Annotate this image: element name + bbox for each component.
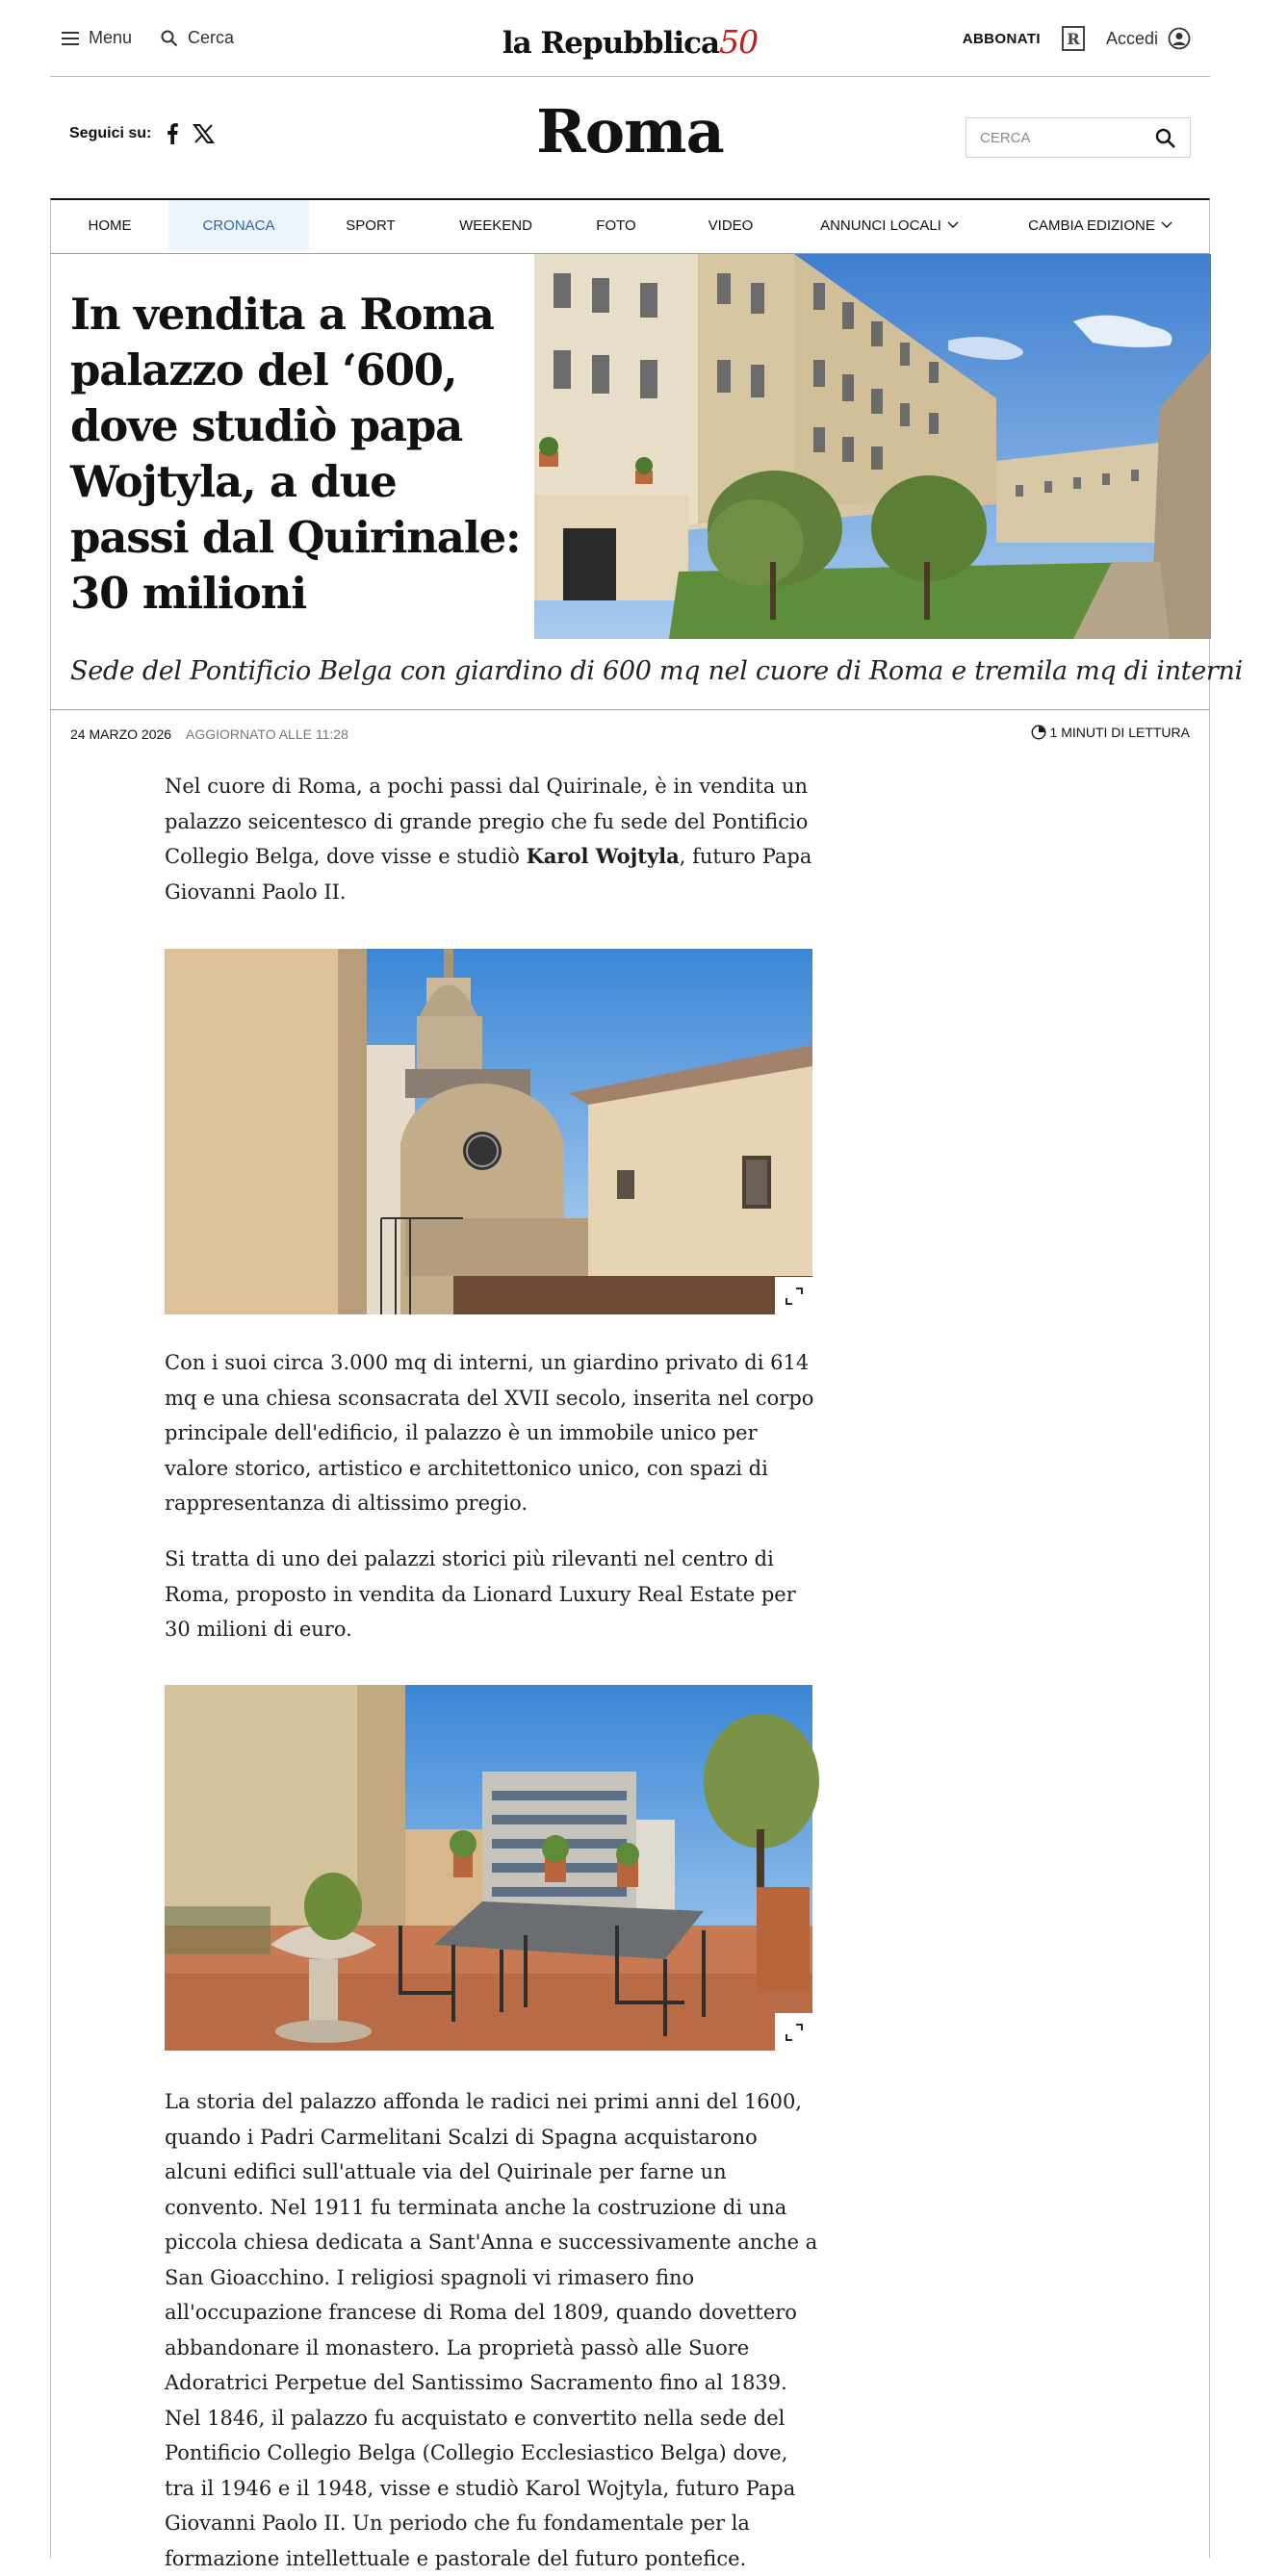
article-meta <box>50 710 1210 756</box>
article-subtitle: Sede del Pontificio Belga con giardino di 600 mq nel cuore di Roma e tremila mq di interni <box>70 656 1243 686</box>
user-circle-icon <box>1168 27 1191 50</box>
paragraph-text: , futuro Papa Giovanni Paolo II. <box>165 845 812 904</box>
nav-item-label: CAMBIA EDIZIONE <box>1028 217 1155 234</box>
article-body <box>50 756 1210 2570</box>
paragraph-text: Nel cuore di Roma, a pochi passi dal Quirinale, è in vendita un palazzo seicentesco di grande pregio che fu sede del Pontificio Collegio Belga, dove visse e studiò <box>165 775 809 868</box>
search-icon <box>161 30 178 47</box>
search-label: Cerca <box>188 28 235 47</box>
follow-label: Seguici su: <box>69 125 152 141</box>
nav-item-sport[interactable] <box>309 200 432 250</box>
hero-image-palazzo-courtyard[interactable] <box>534 254 1211 639</box>
nav-item-cronaca[interactable] <box>168 200 309 250</box>
nav-item-label: VIDEO <box>708 217 754 234</box>
nav-item-annunci-locali[interactable] <box>788 200 991 250</box>
search-button[interactable] <box>161 28 234 48</box>
nav-item-cambia-edizione[interactable] <box>1004 200 1197 250</box>
article-paragraph: La storia del palazzo affonda le radici nei primi anni del 1600, quando i Padri Carmelitani Scalzi di Spagna acquistarono alcuni edifici sull'attuale via del Quirinale per farne un convento. Nel 1911 fu terminata anche la costruzione di una piccola chiesa dedicata a Sant'Anna e successivamente anche a San Gioacchino. I religiosi spagnoli vi rimasero fino all'occupazione francese di Roma del 1809, quando dovettero abbandonare il monastero. La proprietà passò alle Suore Adoratrici Perpetue del Santissimo Sacramento fino al 1839. Nel 1846, il palazzo fu acquistato e convertito nella sede del Pontificio Collegio Belga (Collegio Ecclesiastico Belga) dove, tra il 1946 e il 1948, visse e studiò Karol Wojtyla, futuro Papa Giovanni Paolo II. Un periodo che fu fondamentale per la formazione intellettuale e pastorale del futuro pontefice. <box>165 2090 818 2570</box>
x-icon[interactable] <box>193 124 214 143</box>
section-search-placeholder: CERCA <box>980 129 1031 146</box>
reading-time-label: 1 MINUTI DI LETTURA <box>1049 725 1190 740</box>
section-header <box>50 77 1210 198</box>
updated-time: AGGIORNATO ALLE 11:28 <box>186 727 348 742</box>
article-hero <box>50 254 1210 639</box>
publish-date: 24 MARZO 2026 <box>70 727 172 742</box>
highlighted-name: Karol Wojtyla <box>526 844 680 868</box>
social-follow <box>69 123 214 144</box>
search-icon[interactable] <box>1155 128 1176 149</box>
expand-icon <box>785 1287 804 1306</box>
nav-item-home[interactable] <box>51 200 168 250</box>
chevron-down-icon <box>947 221 959 229</box>
article-paragraph: Con i suoi circa 3.000 mq di interni, un giardino privato di 614 mq e una chiesa sconsacrata del XVII secolo, inserita nel corpo principale dell'edificio, il palazzo è un immobile unico per valore storico, artistico e architettonico unico, con spazi di rappresentanza di altissimo pregio. <box>165 1351 814 1515</box>
nav-item-video[interactable] <box>673 200 788 250</box>
hamburger-icon <box>62 32 79 45</box>
article-paragraph <box>165 769 819 909</box>
login-label: Accedi <box>1105 28 1158 48</box>
article-photo-dome[interactable] <box>165 949 812 1314</box>
section-title[interactable]: Roma <box>536 96 724 166</box>
nav-item-foto[interactable] <box>559 200 673 250</box>
nav-item-label: SPORT <box>346 217 396 234</box>
expand-photo-button[interactable] <box>775 2013 812 2051</box>
clock-icon <box>1031 725 1046 740</box>
nav-item-label: ANNUNCI LOCALI <box>820 217 941 234</box>
expand-icon <box>785 2023 804 2042</box>
nav-item-label: CRONACA <box>202 217 275 234</box>
nav-item-label: HOME <box>88 217 132 234</box>
subscribe-link[interactable]: ABBONATI <box>962 30 1041 47</box>
brand-anniversary: 50 <box>719 23 759 61</box>
top-bar-left <box>50 28 234 48</box>
brand-name: la Repubblica <box>502 26 720 61</box>
facebook-icon[interactable] <box>167 123 178 144</box>
r-badge-icon[interactable]: R <box>1062 26 1085 51</box>
nav-item-weekend[interactable] <box>432 200 559 250</box>
reading-time <box>1031 725 1190 740</box>
top-bar-right <box>963 0 1191 77</box>
chevron-down-icon <box>1161 221 1172 229</box>
article-headline: In vendita a Roma palazzo del ‘600, dove studiò papa Wojtyla, a due passi dal Quirinale: 30 milioni <box>70 289 521 619</box>
login-button[interactable] <box>1106 27 1191 50</box>
nav-item-label: WEEKEND <box>459 217 532 234</box>
nav-item-label: FOTO <box>596 217 636 234</box>
brand-logo[interactable] <box>502 23 758 61</box>
subtitle-row <box>50 639 1243 710</box>
article-paragraph: Si tratta di uno dei palazzi storici più rilevanti nel centro di Roma, proposto in vendita da Lionard Luxury Real Estate per 30 milioni di euro. <box>165 1547 796 1641</box>
top-bar <box>50 0 1210 77</box>
menu-label: Menu <box>89 28 133 47</box>
menu-button[interactable] <box>62 28 132 48</box>
section-nav <box>50 198 1210 254</box>
article-photo-terrace[interactable] <box>165 1685 812 2051</box>
expand-photo-button[interactable] <box>775 1277 812 1314</box>
section-search-input[interactable] <box>966 117 1191 158</box>
